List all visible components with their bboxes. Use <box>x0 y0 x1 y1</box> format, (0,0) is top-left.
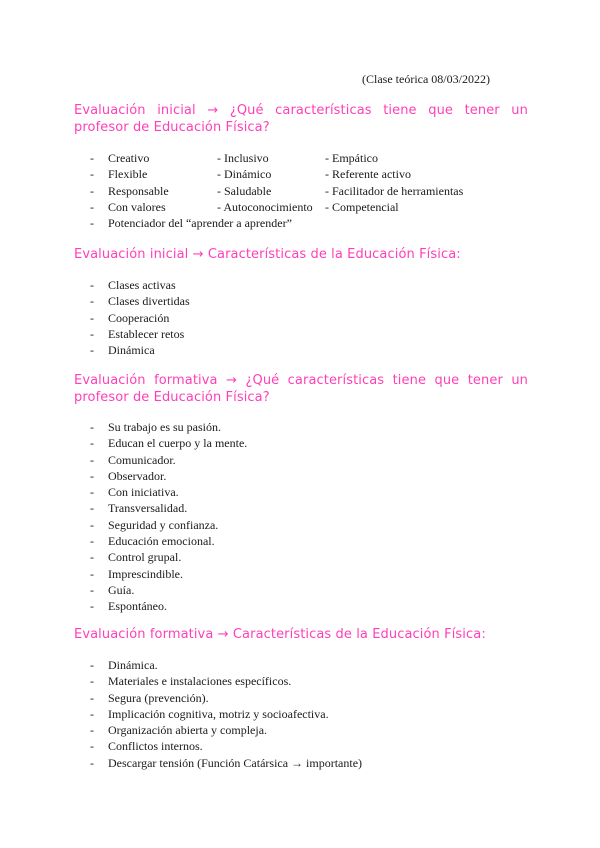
list-dash: - <box>90 167 94 182</box>
list-item: - Comunicador. <box>90 452 176 467</box>
section-heading-2: Evaluación inicial → Características de la Educación Física: <box>74 247 461 262</box>
list-dash: - <box>90 151 94 165</box>
grid-cell: Potenciador del “aprender a aprender” <box>108 216 292 231</box>
list-item: - Transversalidad. <box>90 501 188 516</box>
list-item: - Establecer retos <box>90 326 185 341</box>
list-item: - Educación emocional. <box>90 534 215 549</box>
list-item: - Dinámica. <box>90 658 158 672</box>
list-item: - Guía. <box>90 582 135 597</box>
list-item: - Espontáneo. <box>90 599 167 614</box>
section-heading-1: Evaluación inicial → ¿Qué características tiene que tener un profesor de Educación Física? <box>74 103 528 135</box>
list-dash: - <box>90 183 94 198</box>
list-item: - Cooperación <box>90 310 170 325</box>
list-item: - Clases divertidas <box>90 294 190 309</box>
formative-pe-list <box>90 657 362 771</box>
grid-cell: Flexible <box>108 167 148 182</box>
list-item: - Observador. <box>90 468 167 483</box>
section-heading-3: Evaluación formativa → ¿Qué características tiene que tener un profesor de Educación Física? <box>74 373 528 405</box>
list-item: - Imprescindible. <box>90 566 183 581</box>
list-item: - Control grupal. <box>90 550 182 565</box>
grid-cell: - Inclusivo <box>217 151 269 165</box>
list-item: - Educan el cuerpo y la mente. <box>90 436 248 451</box>
grid-cell: - Referente activo <box>325 167 411 182</box>
list-item: - Descargar tensión (Función Catársica → importante) <box>90 755 363 770</box>
class-date: (Clase teórica 08/03/2022) <box>362 72 490 86</box>
list-item: - Conflictos internos. <box>90 739 203 754</box>
grid-cell: - Autoconocimiento <box>217 199 313 214</box>
grid-cell: - Facilitador de herramientas <box>325 183 464 198</box>
list-item: - Materiales e instalaciones específicos. <box>90 674 292 689</box>
list-dash: - <box>90 199 94 214</box>
list-item: - Su trabajo es su pasión. <box>90 420 221 434</box>
grid-cell: - Empático <box>325 151 378 165</box>
grid-cell: - Dinámico <box>217 167 272 182</box>
formative-teacher-list <box>90 419 247 615</box>
grid-cell: - Saludable <box>217 183 272 198</box>
grid-cell: Con valores <box>108 199 166 214</box>
pe-characteristics-list <box>90 277 190 358</box>
list-item: - Dinámica <box>90 343 155 358</box>
list-item: - Organización abierta y compleja. <box>90 723 268 738</box>
grid-cell: Responsable <box>108 183 169 198</box>
section-heading-4: Evaluación formativa → Características de la Educación Física: <box>74 627 486 642</box>
list-item: - Seguridad y confianza. <box>90 517 219 532</box>
list-item: - Segura (prevención). <box>90 690 209 705</box>
list-dash: - <box>90 216 94 231</box>
list-item: - Implicación cognitiva, motriz y socioafectiva. <box>90 706 329 721</box>
list-item: - Con iniciativa. <box>90 485 179 500</box>
list-item: - Clases activas <box>90 278 176 292</box>
grid-cell: - Competencial <box>325 199 399 214</box>
grid-cell: Creativo <box>108 151 150 165</box>
